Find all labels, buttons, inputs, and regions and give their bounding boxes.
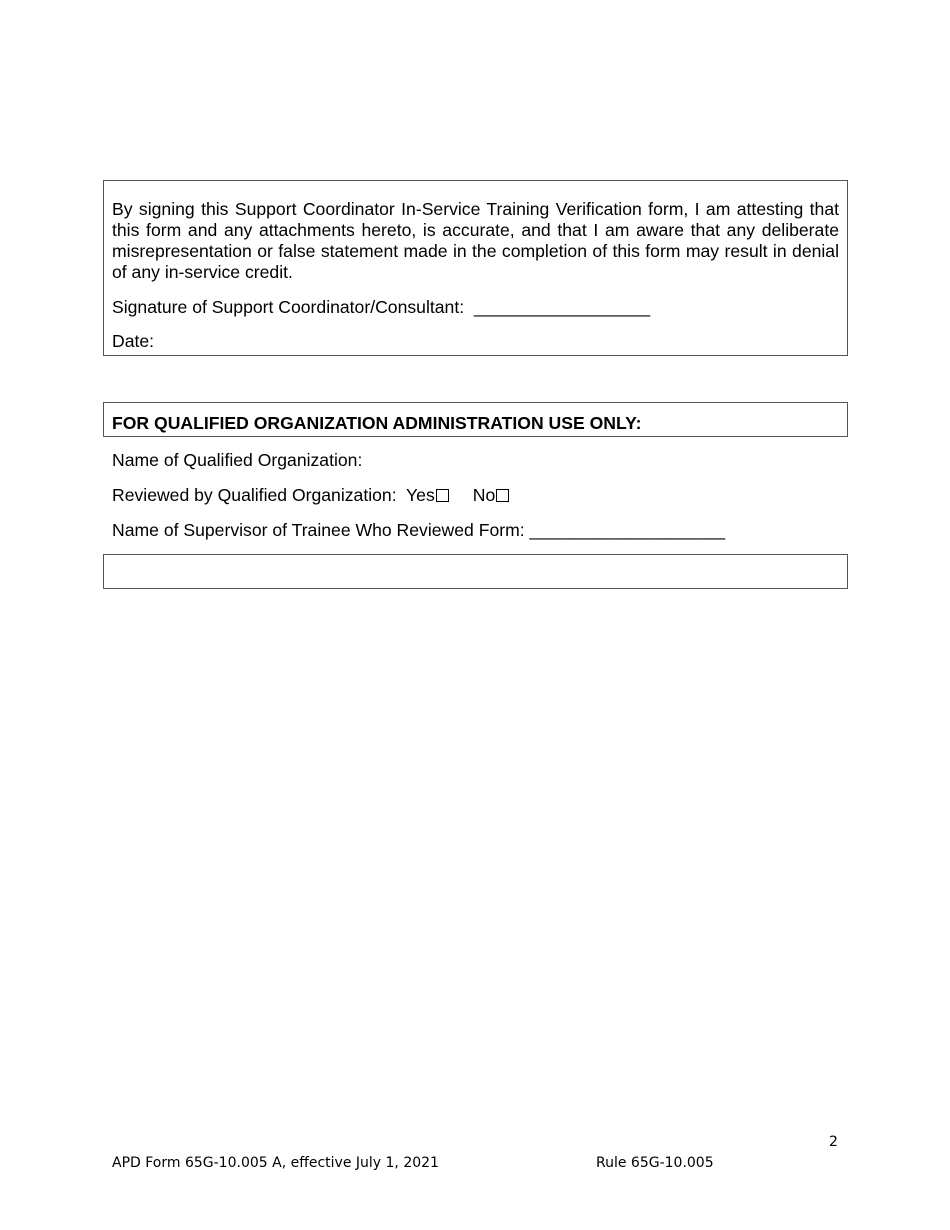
reviewed-row xyxy=(112,485,509,506)
no-label: No xyxy=(472,485,496,505)
empty-signature-box xyxy=(103,554,848,589)
no-checkbox[interactable] xyxy=(496,489,509,502)
reviewed-label: Reviewed by Qualified Organization: xyxy=(112,485,407,505)
org-name-field[interactable]: Name of Qualified Organization: xyxy=(112,450,363,470)
yes-label: Yes xyxy=(406,485,435,505)
rule-identifier: Rule 65G-10.005 xyxy=(596,1155,714,1171)
admin-section-header: FOR QUALIFIED ORGANIZATION ADMINISTRATION USE ONLY: xyxy=(112,413,642,433)
attestation-text: By signing this Support Coordinator In-Service Training Verification form, I am attesting that this form and any attachments hereto, is accurate, and that I am aware that any deliberate misrepresentation or false statement made in the completion of this form may result in denial of any in-service credit. xyxy=(112,199,839,282)
supervisor-name-field[interactable]: Name of Supervisor of Trainee Who Reviewed Form: ____________________ xyxy=(112,520,726,540)
signature-field[interactable]: Signature of Support Coordinator/Consultant: __________________ xyxy=(112,297,650,317)
yes-checkbox[interactable] xyxy=(436,489,449,502)
date-field[interactable]: Date: xyxy=(112,331,155,351)
page-number: 2 xyxy=(829,1134,838,1150)
form-identifier: APD Form 65G-10.005 A, effective July 1, 2021 xyxy=(112,1155,439,1171)
